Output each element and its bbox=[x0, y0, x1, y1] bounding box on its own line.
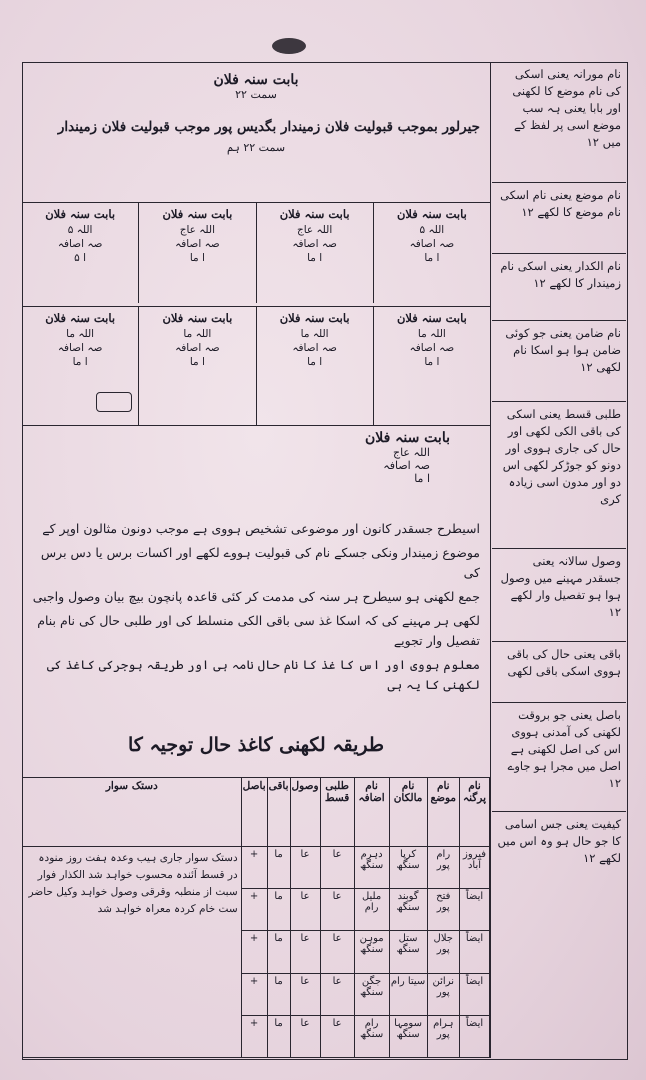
col-head: بابت سنہ فلان bbox=[162, 311, 233, 325]
heading-section bbox=[22, 730, 490, 772]
table-cell: فیروز آباد bbox=[460, 847, 490, 889]
table-row bbox=[23, 847, 490, 889]
ledger-heading: طریقہ لکھنی کاغذ حال توجیہ کا bbox=[128, 734, 384, 756]
col-row: اللہ عاج bbox=[296, 224, 333, 236]
ledger-header: نام اضافہ bbox=[354, 778, 389, 847]
side-note: نام موضع یعنی نام اسکی نام موضع کا لکھے ۱۲ bbox=[492, 183, 626, 254]
col-row: ا ما bbox=[72, 356, 88, 368]
table-cell: عا bbox=[320, 847, 354, 889]
section-one-line: جیرلور بموجب قبولیت فلان زمیندار بگدیس پور موجب قبولیت فلان زمیندار bbox=[57, 119, 480, 135]
col-head: بابت سنہ فلان bbox=[45, 311, 116, 325]
table-cell: عا bbox=[290, 931, 320, 973]
paragraph-line: معلوم ہووی اور اس کا غذ کا نام حال نامہ ہی اور طریقہ ہوجرکی کاغذ کی لکھنی کا یہ ہی bbox=[46, 657, 480, 692]
seal-mark bbox=[96, 392, 132, 412]
table-cell: ما bbox=[267, 847, 290, 889]
section-one bbox=[22, 72, 490, 203]
col-row: اللہ ما bbox=[66, 328, 95, 340]
section-two-col bbox=[138, 203, 255, 303]
table-cell: رام سنگھ bbox=[354, 1015, 389, 1057]
section-four-title: بابت سنہ فلان bbox=[364, 430, 450, 446]
col-row: صہ اصافہ bbox=[57, 342, 103, 354]
table-cell: ایضاً bbox=[460, 973, 490, 1015]
table-cell: + bbox=[241, 847, 267, 889]
section-three-col bbox=[256, 307, 373, 425]
col-row: صہ اصافہ bbox=[57, 238, 103, 250]
table-cell: عا bbox=[320, 931, 354, 973]
table-cell: ستل سنگھ bbox=[389, 931, 427, 973]
ledger-header: دستک سوار bbox=[23, 778, 242, 847]
table-cell: ملیل رام bbox=[354, 889, 389, 931]
table-cell: عا bbox=[290, 847, 320, 889]
table-cell: + bbox=[241, 1015, 267, 1057]
col-row: اللہ ۵ bbox=[67, 224, 93, 236]
section-two bbox=[22, 202, 490, 302]
col-row: اللہ ۵ bbox=[419, 224, 445, 236]
col-row: ا ما bbox=[424, 356, 440, 368]
section-four bbox=[22, 430, 490, 510]
section-four-row: اللہ عاج bbox=[392, 446, 430, 459]
side-note: وصول سالانہ یعنی جسقدر مہینے میں وصول ہوا ہو تفصیل وار لکھے ۱۲ bbox=[492, 549, 626, 642]
ledger-header: وصول bbox=[290, 778, 320, 847]
paragraph-line: لکھی ہر مہینے کی کہ اسکا غذ سی باقی الکی منسلط کی اور طلبی حال کی نام بنام تفصیل وار تجویے bbox=[37, 613, 480, 648]
section-one-sub: سمت ۲۲ bbox=[235, 88, 277, 101]
ledger-header: طلبی قسط bbox=[320, 778, 354, 847]
section-three-col bbox=[138, 307, 255, 425]
table-cell: عا bbox=[320, 1015, 354, 1057]
table-cell: + bbox=[241, 889, 267, 931]
ink-blot bbox=[272, 38, 306, 54]
paragraph-line: موضوع زمیندار ونکی جسکے نام کی قبولیت ہووے لکھے اور اکسات برس یا دس برس کی bbox=[40, 545, 480, 580]
table-cell: عا bbox=[290, 973, 320, 1015]
col-row: ا ما bbox=[189, 252, 205, 264]
section-four-row: ا ما bbox=[414, 472, 430, 485]
side-note: طلبی قسط یعنی اسکی کی باقی الکی لکھی اور حال کی جاری ہووی اور دونو کو جوڑکر لکھی اس دو اور مدون اسی زیادہ کری bbox=[492, 402, 626, 549]
section-three bbox=[22, 306, 490, 424]
table-cell: ہرام پور bbox=[427, 1015, 460, 1057]
table-cell: نرائن پور bbox=[427, 973, 460, 1015]
side-note: نام مورانہ یعنی اسکی کی نام موضع کا لکھنی اور بابا یعنی ہہ سب موضع اسی پر لفظ کے میں ۱۲ bbox=[492, 62, 626, 183]
table-cell: جگن سنگھ bbox=[354, 973, 389, 1015]
col-row: صہ اصافہ bbox=[409, 238, 455, 250]
table-cell: دہرم سنگھ bbox=[354, 847, 389, 889]
table-cell: عا bbox=[320, 889, 354, 931]
table-cell: ما bbox=[267, 1015, 290, 1057]
table-cell: ما bbox=[267, 931, 290, 973]
table-cell: عا bbox=[290, 1015, 320, 1057]
ledger-header: نام پرگنہ bbox=[460, 778, 490, 847]
paragraph-line: جمع لکھنی ہو سیطرح ہر سنہ کی مدمت کر کئی قاعدہ پانچون بیچ بیان وصول واجبی bbox=[32, 589, 480, 604]
table-cell: عا bbox=[290, 889, 320, 931]
section-one-title: بابت سنہ فلان bbox=[213, 72, 299, 88]
section-four-row: صہ اصافہ bbox=[383, 459, 430, 472]
table-cell: ما bbox=[267, 973, 290, 1015]
section-three-col bbox=[373, 307, 490, 425]
col-row: صہ اصافہ bbox=[292, 342, 337, 354]
col-head: بابت سنہ فلان bbox=[396, 207, 467, 221]
table-cell: عا bbox=[320, 973, 354, 1015]
side-note: نام ضامن یعنی جو کوئی ضامن ہوا ہو اسکا نام لکھی ۱۲ bbox=[492, 321, 626, 402]
section-three-columns bbox=[22, 306, 490, 426]
ledger-header: نام مالکان bbox=[389, 778, 427, 847]
section-two-columns bbox=[22, 202, 490, 303]
col-row: ا ما bbox=[307, 356, 323, 368]
side-note: نام الکدار یعنی اسکی نام زمیندار کا لکھے ۱۲ bbox=[492, 254, 626, 321]
section-two-col bbox=[22, 203, 138, 303]
table-cell: رام پور bbox=[427, 847, 460, 889]
ledger-table bbox=[22, 777, 490, 1058]
section-two-col bbox=[373, 203, 490, 303]
table-cell: ایضاً bbox=[460, 889, 490, 931]
side-note: باقی یعنی حال کی باقی ہووی اسکی باقی لکھی bbox=[492, 642, 626, 703]
section-one-line-sub: سمت ۲۲ ہم bbox=[226, 141, 286, 154]
table-cell: + bbox=[241, 931, 267, 973]
ledger-remarks: دستک سوار جاری ہیب وعدہ ہفت روز منودہ در قسط آئندہ محسوب خواہد شد الکذار فوار سبت از منطبہ وقرقی وصول خواہد وکیل حاضر ست خام کردہ معراہ خواہد شد bbox=[23, 847, 242, 1058]
section-two-col bbox=[256, 203, 373, 303]
side-note: باصل یعنی جو بروقت لکھنی کی آمدنی ہووی اس کی اصل لکھنی ہے اصل میں مجرا ہو جاوے ۱۲ bbox=[492, 703, 626, 812]
col-row: اللہ ما bbox=[300, 328, 329, 340]
instruction-paragraph bbox=[22, 517, 490, 727]
table-cell: جلال پور bbox=[427, 931, 460, 973]
table-cell: سومہا سنگھ bbox=[389, 1015, 427, 1057]
col-row: ا ما bbox=[189, 356, 205, 368]
ledger-header: نام موضع bbox=[427, 778, 460, 847]
col-row: صہ اصافہ bbox=[292, 238, 337, 250]
paragraph-line: اسیطرح جسقدر کانون اور موضوعی تشخیص ہووی ہے موجب دونون مثالون اوپر کے bbox=[42, 521, 480, 536]
ledger-header: باقی bbox=[267, 778, 290, 847]
col-head: بابت سنہ فلان bbox=[279, 207, 350, 221]
side-notes-column bbox=[492, 62, 626, 1058]
ledger-header-row bbox=[23, 778, 490, 847]
table-cell: گوبند سنگھ bbox=[389, 889, 427, 931]
table-cell: فتح پور bbox=[427, 889, 460, 931]
col-row: صہ اصافہ bbox=[409, 342, 455, 354]
col-head: بابت سنہ فلان bbox=[162, 207, 233, 221]
table-cell: ما bbox=[267, 889, 290, 931]
col-row: اللہ ما bbox=[417, 328, 446, 340]
col-row: اللہ عاج bbox=[179, 224, 216, 236]
col-row: ا ۵ bbox=[74, 252, 87, 264]
col-row: اللہ ما bbox=[183, 328, 212, 340]
table-cell: ایضاً bbox=[460, 1015, 490, 1057]
side-note: کیفیت یعنی جس اسامی کا جو حال ہو وہ اس میں لکھے ۱۲ bbox=[497, 817, 621, 865]
col-row: ا ما bbox=[307, 252, 323, 264]
col-head: بابت سنہ فلان bbox=[396, 311, 467, 325]
col-row: صہ اصافہ bbox=[175, 342, 220, 354]
table-cell: موہن سنگھ bbox=[354, 931, 389, 973]
table-cell: + bbox=[241, 973, 267, 1015]
col-head: بابت سنہ فلان bbox=[279, 311, 350, 325]
table-cell: سیتا رام bbox=[389, 973, 427, 1015]
main-column bbox=[22, 62, 491, 1058]
ledger-header: باصل bbox=[241, 778, 267, 847]
col-row: صہ اصافہ bbox=[175, 238, 220, 250]
table-cell: ایضاً bbox=[460, 931, 490, 973]
table-cell: کرپا سنگھ bbox=[389, 847, 427, 889]
col-row: ا ما bbox=[424, 252, 440, 264]
col-head: بابت سنہ فلان bbox=[45, 207, 116, 221]
